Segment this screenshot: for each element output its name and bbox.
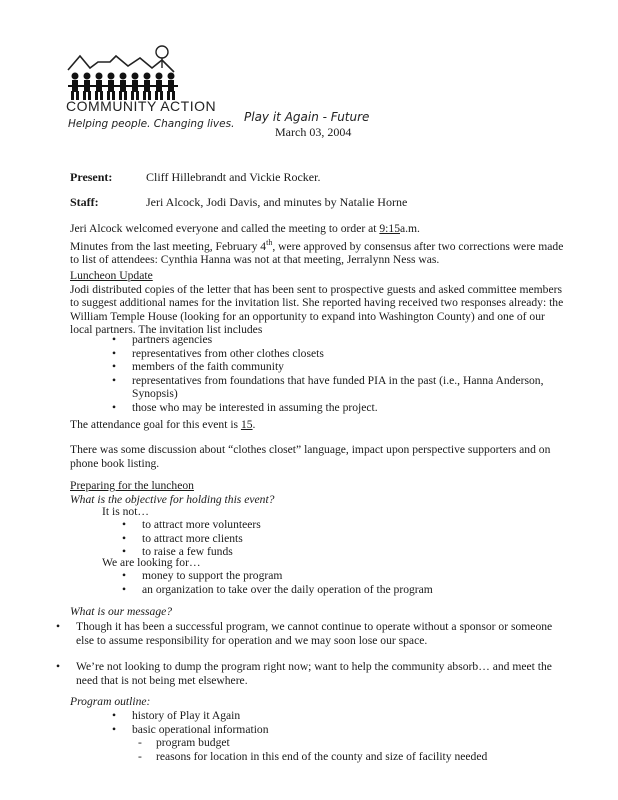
list-item: - reasons for location in this end of the county and size of facility needed [130,750,550,764]
luncheon-text: Jodi distributed copies of the letter that has been sent to prospective guests and asked committee members to suggest additional names for the invitation list. She reported having received two responses already: the William Temple House (looking for an opportunity to expand into Washington County) and one of our local partners. The invitation list includes [70,282,564,336]
logo-wordmark: COMMUNITY ACTION [66,98,217,114]
list-item: • representatives from foundations that have funded PIA in the past (i.e., Hanna Anderson, Synopsis) [106,374,566,401]
list-item: • to raise a few funds [116,545,516,559]
document-date: March 03, 2004 [275,125,352,139]
staff-label: Staff: [70,195,99,209]
outline-list [106,709,546,736]
list-item: • Though it has been a successful program, we cannot continue to operate without a sponsor or someone else to assume responsibility for operation and we may soon lose our space. [50,620,570,647]
list-item: • those who may be interested in assuming the project. [106,401,566,415]
list-item: • history of Play it Again [106,709,546,723]
logo-tagline: Helping people. Changing lives. [68,118,235,130]
meeting-time: 9:15 [379,222,400,235]
list-item: • money to support the program [116,569,536,583]
preparing-section [70,479,570,506]
list-item: • representatives from other clothes closets [106,347,566,361]
message-list [50,620,570,687]
outline-sub-list [130,736,550,763]
not-label: It is not… [102,505,150,518]
list-item: • partners agencies [106,333,566,347]
for-list [116,569,536,596]
preparing-heading: Preparing for the luncheon [70,479,194,492]
list-item: • We’re not looking to dump the program right now; want to help the community absorb… and meet the need that is not being met elsewhere. [50,660,570,687]
document-title: Play it Again - Future [244,110,370,124]
staff-value: Jeri Alcock, Jodi Davis, and minutes by Natalie Horne [146,195,408,209]
attendance-goal: The attendance goal for this event is 15. [70,418,256,431]
intro-paragraph: Jeri Alcock welcomed everyone and called the meeting to order at 9:15a.m. Minutes from the last meeting, February 4th, were approved by consensus after two corrections were made to list of attendees: Cynthia Hanna was not at that meeting, Jerralynn Ness was. [70,222,564,266]
luncheon-heading: Luncheon Update [70,269,153,282]
for-label: We are looking for… [102,556,201,569]
present-value: Cliff Hillebrandt and Vickie Rocker. [146,170,321,184]
list-item: • to attract more volunteers [116,518,516,532]
luncheon-section [70,269,570,337]
list-item: • members of the faith community [106,360,566,374]
not-list [116,518,516,559]
present-label: Present: [70,170,113,184]
attendance-number: 15 [240,418,253,431]
list-item: • basic operational information [106,723,546,737]
invitation-list [106,333,566,414]
outline-heading: Program outline: [70,695,151,708]
discussion-paragraph: There was some discussion about “clothes closet” language, impact upon perspective supporters and on phone book listing. [70,443,551,470]
list-item: • to attract more clients [116,532,516,546]
list-item: • an organization to take over the daily operation of the program [116,583,536,597]
objective-question: What is the objective for holding this event? [70,492,275,506]
list-item: - program budget [130,736,550,750]
message-question: What is our message? [70,605,173,618]
